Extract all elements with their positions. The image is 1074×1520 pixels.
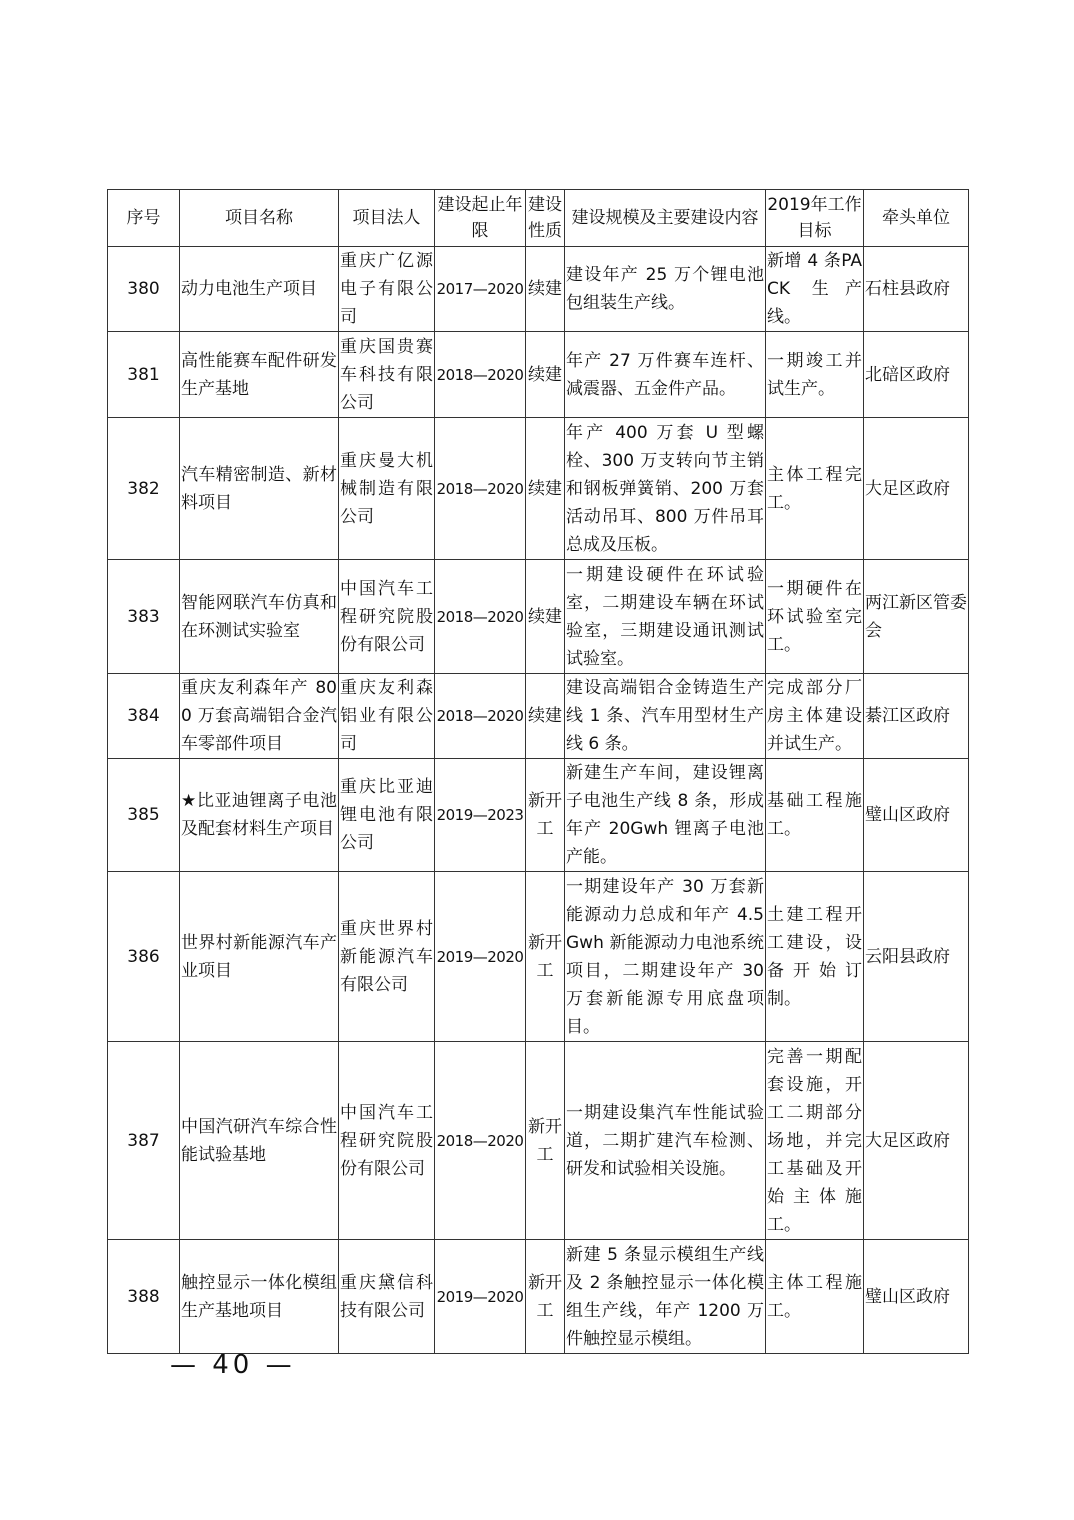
cell-corp: 重庆曼大机械制造有限公司 xyxy=(339,418,435,560)
header-name: 项目名称 xyxy=(180,190,339,247)
table-row xyxy=(108,247,969,332)
cell-scale: 建设高端铝合金铸造生产线 1 条、汽车用型材生产线 6 条。 xyxy=(565,674,766,759)
cell-no: 385 xyxy=(108,759,180,872)
cell-lead: 两江新区管委会 xyxy=(864,560,969,674)
cell-no: 388 xyxy=(108,1240,180,1354)
cell-period: 2018—2020 xyxy=(435,1042,526,1240)
cell-name: 高性能赛车配件研发生产基地 xyxy=(180,332,339,418)
cell-goal: 主体工程完工。 xyxy=(766,418,864,560)
cell-nature: 续建 xyxy=(526,674,565,759)
cell-nature: 新开工 xyxy=(526,1042,565,1240)
table-row xyxy=(108,1240,969,1354)
cell-no: 380 xyxy=(108,247,180,332)
cell-name: 动力电池生产项目 xyxy=(180,247,339,332)
cell-period: 2018—2020 xyxy=(435,560,526,674)
cell-corp: 重庆比亚迪锂电池有限公司 xyxy=(339,759,435,872)
cell-lead: 石柱县政府 xyxy=(864,247,969,332)
cell-period: 2018—2020 xyxy=(435,418,526,560)
cell-scale: 一期建设硬件在环试验室，二期建设车辆在环试验室，三期建设通讯测试试验室。 xyxy=(565,560,766,674)
header-no: 序号 xyxy=(108,190,180,247)
cell-corp: 中国汽车工程研究院股份有限公司 xyxy=(339,560,435,674)
cell-scale: 一期建设集汽车性能试验道，二期扩建汽车检测、研发和试验相关设施。 xyxy=(565,1042,766,1240)
cell-no: 383 xyxy=(108,560,180,674)
cell-goal: 完成部分厂房主体建设并试生产。 xyxy=(766,674,864,759)
cell-scale: 年产 400 万套 U 型螺栓、300 万支转向节主销和钢板弹簧销、200 万套活动吊耳、800 万件吊耳总成及压板。 xyxy=(565,418,766,560)
cell-lead: 綦江区政府 xyxy=(864,674,969,759)
cell-nature: 续建 xyxy=(526,332,565,418)
cell-nature: 续建 xyxy=(526,560,565,674)
cell-no: 382 xyxy=(108,418,180,560)
cell-goal: 完善一期配套设施，开工二期部分场地，并完工基础及开始主体施工。 xyxy=(766,1042,864,1240)
table-row xyxy=(108,759,969,872)
table-header-row xyxy=(108,190,969,247)
cell-period: 2019—2020 xyxy=(435,872,526,1042)
cell-scale: 一期建设年产 30 万套新能源动力总成和年产 4.5Gwh 新能源动力电池系统项目，二期建设年产 30 万套新能源专用底盘项目。 xyxy=(565,872,766,1042)
cell-nature: 新开工 xyxy=(526,872,565,1042)
page-number: — 40 — xyxy=(170,1350,296,1380)
cell-corp: 重庆友利森铝业有限公司 xyxy=(339,674,435,759)
cell-period: 2018—2020 xyxy=(435,332,526,418)
cell-lead: 璧山区政府 xyxy=(864,759,969,872)
cell-name: 触控显示一体化模组生产基地项目 xyxy=(180,1240,339,1354)
cell-goal: 新增 4 条PACK 生产线。 xyxy=(766,247,864,332)
cell-scale: 新建 5 条显示模组生产线及 2 条触控显示一体化模组生产线，年产 1200 万件触控显示模组。 xyxy=(565,1240,766,1354)
cell-lead: 大足区政府 xyxy=(864,418,969,560)
cell-name: 中国汽研汽车综合性能试验基地 xyxy=(180,1042,339,1240)
cell-lead: 北碚区政府 xyxy=(864,332,969,418)
cell-scale: 新建生产车间，建设锂离子电池生产线 8 条，形成年产 20Gwh 锂离子电池产能。 xyxy=(565,759,766,872)
table-row xyxy=(108,560,969,674)
cell-goal: 土建工程开工建设，设备开始订制。 xyxy=(766,872,864,1042)
cell-period: 2019—2023 xyxy=(435,759,526,872)
cell-name: 重庆友利森年产 800 万套高端铝合金汽车零部件项目 xyxy=(180,674,339,759)
project-table xyxy=(107,189,969,1354)
cell-nature: 续建 xyxy=(526,247,565,332)
cell-no: 386 xyxy=(108,872,180,1042)
cell-period: 2018—2020 xyxy=(435,674,526,759)
header-scale: 建设规模及主要建设内容 xyxy=(565,190,766,247)
cell-period: 2017—2020 xyxy=(435,247,526,332)
cell-name: 汽车精密制造、新材料项目 xyxy=(180,418,339,560)
header-lead: 牵头单位 xyxy=(864,190,969,247)
table-row xyxy=(108,1042,969,1240)
cell-corp: 重庆黛信科技有限公司 xyxy=(339,1240,435,1354)
cell-name: ★比亚迪锂离子电池及配套材料生产项目 xyxy=(180,759,339,872)
table-row xyxy=(108,332,969,418)
cell-name: 世界村新能源汽车产业项目 xyxy=(180,872,339,1042)
cell-no: 384 xyxy=(108,674,180,759)
cell-period: 2019—2020 xyxy=(435,1240,526,1354)
cell-goal: 主体工程施工。 xyxy=(766,1240,864,1354)
table-row xyxy=(108,674,969,759)
table-row xyxy=(108,872,969,1042)
cell-goal: 基础工程施工。 xyxy=(766,759,864,872)
cell-lead: 云阳县政府 xyxy=(864,872,969,1042)
cell-corp: 中国汽车工程研究院股份有限公司 xyxy=(339,1042,435,1240)
cell-nature: 续建 xyxy=(526,418,565,560)
cell-scale: 建设年产 25 万个锂电池包组装生产线。 xyxy=(565,247,766,332)
cell-lead: 璧山区政府 xyxy=(864,1240,969,1354)
cell-nature: 新开工 xyxy=(526,1240,565,1354)
cell-nature: 新开工 xyxy=(526,759,565,872)
cell-lead: 大足区政府 xyxy=(864,1042,969,1240)
cell-no: 381 xyxy=(108,332,180,418)
cell-corp: 重庆广亿源电子有限公司 xyxy=(339,247,435,332)
cell-goal: 一期硬件在环试验室完工。 xyxy=(766,560,864,674)
cell-name: 智能网联汽车仿真和在环测试实验室 xyxy=(180,560,339,674)
table-row xyxy=(108,418,969,560)
header-nature: 建设性质 xyxy=(526,190,565,247)
cell-scale: 年产 27 万件赛车连杆、减震器、五金件产品。 xyxy=(565,332,766,418)
cell-no: 387 xyxy=(108,1042,180,1240)
cell-corp: 重庆国贵赛车科技有限公司 xyxy=(339,332,435,418)
header-goal: 2019年工作目标 xyxy=(766,190,864,247)
cell-corp: 重庆世界村新能源汽车有限公司 xyxy=(339,872,435,1042)
header-period: 建设起止年限 xyxy=(435,190,526,247)
header-corp: 项目法人 xyxy=(339,190,435,247)
cell-goal: 一期竣工并试生产。 xyxy=(766,332,864,418)
